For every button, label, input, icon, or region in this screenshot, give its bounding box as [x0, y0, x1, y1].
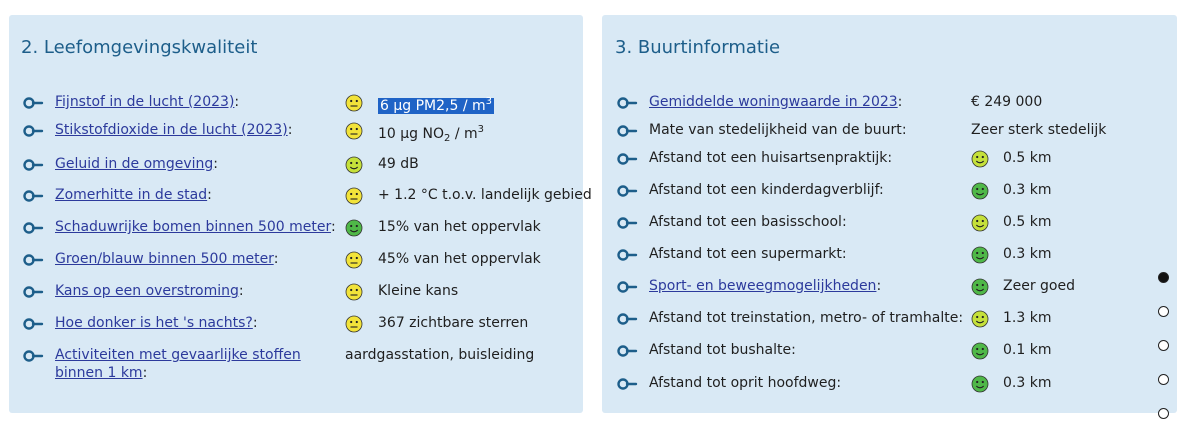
good-smiley-icon — [971, 182, 989, 200]
right-row-label — [649, 277, 881, 295]
right-row-label — [649, 149, 892, 167]
light-good-smiley-icon — [345, 156, 363, 174]
colon: : — [879, 182, 884, 198]
colon: : — [791, 342, 796, 358]
arrow-bullet-icon — [23, 349, 45, 363]
left-row-link[interactable]: Stikstofdioxide in de lucht (2023) — [55, 122, 288, 138]
colon: : — [207, 187, 212, 203]
right-row-text: Afstand tot een basisschool — [649, 214, 842, 230]
right-row-label — [649, 374, 841, 392]
neutral-smiley-icon — [345, 94, 363, 112]
left-row-label — [55, 282, 244, 300]
left-row-label — [55, 93, 239, 111]
left-row-value: 367 zichtbare sterren — [378, 315, 529, 331]
right-row-text: Afstand tot bushalte — [649, 342, 792, 358]
arrow-bullet-icon — [617, 96, 639, 110]
colon: : — [142, 365, 148, 381]
arrow-bullet-icon — [23, 317, 45, 331]
pager-dot-4[interactable] — [1158, 374, 1169, 385]
left-row-value: 49 dB — [378, 156, 419, 172]
colon: : — [234, 94, 240, 110]
left-row-label — [55, 250, 278, 268]
arrow-bullet-icon — [617, 152, 639, 166]
right-row-value: 0.3 km — [1003, 375, 1052, 391]
neutral-smiley-icon — [345, 122, 363, 140]
left-row-label — [55, 155, 218, 173]
left-row-value: + 1.2 °C t.o.v. landelijk gebied — [378, 187, 592, 203]
colon: : — [887, 150, 893, 166]
light-good-smiley-icon — [971, 150, 989, 168]
right-row-text: Mate van stedelijkheid van de buurt — [649, 122, 902, 138]
right-row-text: Afstand tot oprit hoofdweg — [649, 375, 837, 391]
pager-dot-1[interactable] — [1158, 272, 1169, 283]
right-row-value: € 249 000 — [971, 94, 1043, 110]
neutral-smiley-icon — [345, 283, 363, 301]
right-row-value: 0.5 km — [1003, 150, 1052, 166]
good-smiley-icon — [345, 219, 363, 237]
arrow-bullet-icon — [23, 124, 45, 138]
colon: : — [213, 156, 218, 172]
pager-dot-2[interactable] — [1158, 306, 1169, 317]
link-text-line2: binnen 1 km — [55, 365, 143, 381]
link-text-line1: Activiteiten met gevaarlijke stoffen — [55, 347, 301, 363]
left-row-value: aardgasstation, buisleiding — [345, 347, 535, 363]
right-row-label — [649, 181, 884, 199]
right-row-value: 0.1 km — [1003, 342, 1052, 358]
colon: : — [841, 214, 847, 230]
pager-dot-3[interactable] — [1158, 340, 1169, 351]
arrow-bullet-icon — [23, 189, 45, 203]
left-row-value: 15% van het oppervlak — [378, 219, 541, 235]
arrow-bullet-icon — [617, 377, 639, 391]
colon: : — [901, 122, 907, 138]
colon: : — [836, 375, 842, 391]
left-row-link[interactable]: Zomerhitte in de stad — [55, 187, 208, 203]
left-row-label — [55, 314, 258, 332]
colon: : — [958, 310, 964, 326]
right-row-text: Afstand tot een supermarkt — [649, 246, 842, 262]
right-row-label — [649, 121, 907, 139]
subscript: 2 — [444, 133, 451, 144]
right-row-text: Afstand tot een huisartsenpraktijk — [649, 150, 888, 166]
right-row-label — [649, 213, 847, 231]
right-row-value: 0.3 km — [1003, 182, 1052, 198]
arrow-bullet-icon — [617, 344, 639, 358]
colon: : — [238, 283, 244, 299]
left-row-link[interactable]: Groen/blauw binnen 500 meter — [55, 251, 274, 267]
arrow-bullet-icon — [23, 96, 45, 110]
arrow-bullet-icon — [617, 248, 639, 262]
left-row-link[interactable]: Schaduwrijke bomen binnen 500 meter — [55, 219, 331, 235]
right-row-label — [649, 245, 847, 263]
light-good-smiley-icon — [971, 310, 989, 328]
arrow-bullet-icon — [617, 280, 639, 294]
right-row-link[interactable]: Gemiddelde woningwaarde in 2023 — [649, 94, 898, 110]
left-row-link[interactable]: Fijnstof in de lucht (2023) — [55, 94, 235, 110]
left-row-value — [378, 93, 494, 115]
colon: : — [252, 315, 258, 331]
right-row-text: Afstand tot een kinderdagverblijf — [649, 182, 879, 198]
arrow-bullet-icon — [617, 312, 639, 326]
arrow-bullet-icon — [23, 221, 45, 235]
colon: : — [287, 122, 293, 138]
left-row-link[interactable]: Hoe donker is het 's nachts? — [55, 315, 253, 331]
arrow-bullet-icon — [23, 158, 45, 172]
left-row-label — [55, 186, 212, 204]
good-smiley-icon — [971, 375, 989, 393]
right-row-value: Zeer sterk stedelijk — [971, 122, 1107, 138]
right-row-value: Zeer goed — [1003, 278, 1075, 294]
right-row-value: 0.3 km — [1003, 246, 1052, 262]
arrow-bullet-icon — [617, 216, 639, 230]
arrow-bullet-icon — [617, 184, 639, 198]
superscript: 3 — [485, 96, 493, 107]
right-row-value: 0.5 km — [1003, 214, 1052, 230]
selected-text-highlight: 6 µg $PM2,5 / m^3$ — [380, 96, 493, 114]
left-row-label — [55, 218, 336, 236]
colon: : — [273, 251, 279, 267]
pager-dot-5[interactable] — [1158, 408, 1169, 419]
right-row-label — [649, 309, 963, 327]
neutral-smiley-icon — [345, 187, 363, 205]
superscript: 3 — [477, 124, 485, 135]
colon: : — [841, 246, 847, 262]
left-row-value: Kleine kans — [378, 283, 459, 299]
good-smiley-icon — [971, 246, 989, 264]
light-good-smiley-icon — [971, 214, 989, 232]
good-smiley-icon — [971, 278, 989, 296]
arrow-bullet-icon — [23, 285, 45, 299]
left-row-value: 10 µg $NO_2 / m^3$ — [378, 124, 485, 144]
leefomgeving-title: 2. Leefomgevingskwaliteit — [21, 37, 258, 58]
good-smiley-icon — [971, 342, 989, 360]
left-row-value: 45% van het oppervlak — [378, 251, 541, 267]
right-row-value: 1.3 km — [1003, 310, 1052, 326]
right-row-link[interactable]: Sport- en beweegmogelijkheden — [649, 278, 877, 294]
neutral-smiley-icon — [345, 251, 363, 269]
gevaarlijke-stoffen-link[interactable] — [55, 347, 301, 381]
arrow-bullet-icon — [617, 124, 639, 138]
colon: : — [330, 219, 336, 235]
colon: : — [876, 278, 882, 294]
left-row-link[interactable]: Geluid in de omgeving — [55, 156, 214, 172]
left-row-link[interactable]: Kans op een overstroming — [55, 283, 239, 299]
right-row-label — [649, 93, 902, 111]
neutral-smiley-icon — [345, 315, 363, 333]
colon: : — [897, 94, 903, 110]
right-row-label — [649, 341, 796, 359]
left-row-label — [55, 346, 301, 382]
arrow-bullet-icon — [23, 253, 45, 267]
buurtinformatie-title: 3. Buurtinformatie — [615, 37, 781, 58]
left-row-label — [55, 121, 292, 139]
right-row-text: Afstand tot treinstation, metro- of tramhalte — [649, 310, 959, 326]
